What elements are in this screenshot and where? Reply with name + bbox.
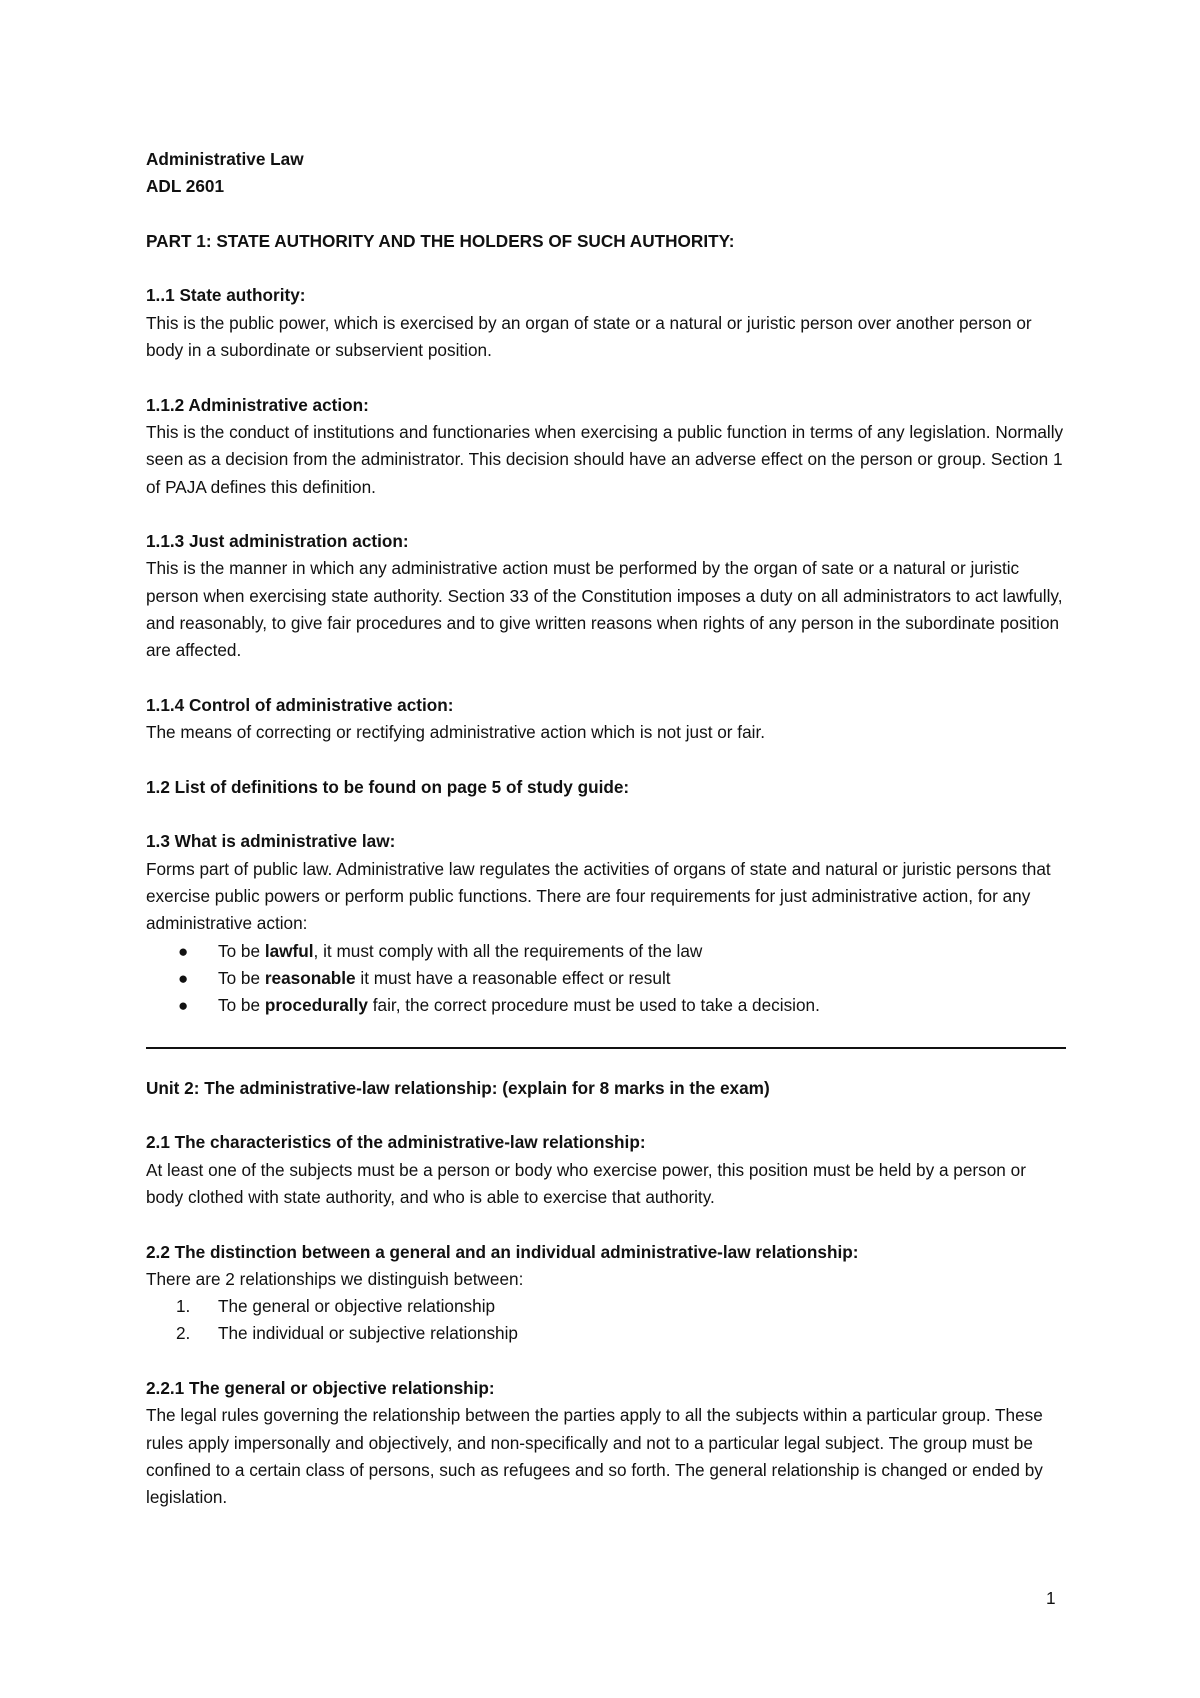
part-heading: PART 1: STATE AUTHORITY AND THE HOLDERS OF SUCH AUTHORITY: (146, 230, 735, 251)
section-2-2 (146, 1239, 1066, 1294)
bullet-text-bold: lawful (264, 940, 314, 961)
horizontal-rule (146, 1047, 1066, 1049)
section-body: Forms part of public law. Administrative law regulates the activities of organs of state and natural or juristic persons that exercise public powers or perform public functions. There are four requirements for just administrative action, for any administrative action: (146, 858, 1051, 934)
course-code: ADL 2601 (146, 176, 225, 197)
list-item-text: The individual or subjective relationship (218, 1323, 518, 1344)
section-heading: 1.2 List of definitions to be found on page 5 of study guide: (146, 776, 630, 797)
list-number: 2. (176, 1323, 191, 1344)
section-1-3 (146, 828, 1066, 937)
bullet-text-bold: procedurally (264, 995, 368, 1016)
section-2-2-1 (146, 1375, 1066, 1511)
list-number: 1. (176, 1296, 191, 1317)
section-heading: 1.3 What is administrative law: (146, 831, 396, 852)
section-heading: 2.2.1 The general or objective relationship: (146, 1378, 495, 1399)
unit-2-heading: Unit 2: The administrative-law relationship: (explain for 8 marks in the exam) (146, 1077, 770, 1098)
section-body: There are 2 relationships we distinguish between: (146, 1268, 524, 1289)
section-1-1-4 (146, 692, 1066, 747)
list-item-text: The general or objective relationship (218, 1296, 496, 1317)
bullet-text-post: fair, the correct procedure must be used to take a decision. (368, 995, 820, 1016)
section-heading: 1..1 State authority: (146, 285, 306, 306)
section-1-2 (146, 774, 1066, 801)
bullet-icon: ● (178, 968, 189, 988)
section-2-1 (146, 1129, 1066, 1211)
section-heading: 1.1.3 Just administration action: (146, 531, 409, 552)
bullet-text-bold: reasonable (264, 967, 356, 988)
section-heading: 2.2 The distinction between a general and an individual administrative-law relationship: (146, 1241, 859, 1262)
bullet-text-post: , it must comply with all the requirements of the law (313, 940, 703, 961)
section-1-1-3 (146, 528, 1066, 664)
list-item (146, 1293, 1066, 1320)
section-body: This is the conduct of institutions and functionaries when exercising a public function in terms of any legislation. Normally seen as a decision from the administrator. This decision should have an adverse effect on the person or group. Section 1 of PAJA defines this definition. (146, 421, 1064, 497)
list-item (146, 992, 1066, 1019)
list-item (146, 938, 1066, 965)
list-item (146, 1320, 1066, 1347)
section-body: At least one of the subjects must be a person or body who exercise power, this position must be held by a person or body clothed with state authority, and who is able to exercise that authority. (146, 1159, 1026, 1207)
section-heading: 1.1.4 Control of administrative action: (146, 694, 454, 715)
title-block (146, 146, 1066, 201)
section-heading: 1.1.2 Administrative action: (146, 394, 369, 415)
bullet-text-pre: To be (218, 967, 265, 988)
section-heading: 2.1 The characteristics of the administrative-law relationship: (146, 1132, 646, 1153)
bullet-text-post: it must have a reasonable effect or result (355, 967, 671, 988)
section-body: The means of correcting or rectifying administrative action which is not just or fair. (146, 722, 766, 743)
bullet-icon: ● (178, 996, 189, 1016)
bullet-icon: ● (178, 941, 189, 961)
list-item (146, 965, 1066, 992)
section-1-1-1 (146, 282, 1066, 364)
page-content (146, 146, 1066, 1539)
bullet-text-pre: To be (218, 940, 265, 961)
section-body: This is the public power, which is exercised by an organ of state or a natural or juristic person over another person or body in a subordinate or subservient position. (146, 312, 1032, 361)
bullet-text-pre: To be (218, 995, 265, 1016)
relationships-list (146, 1293, 1066, 1348)
requirements-list (146, 938, 1066, 1020)
document-title: Administrative Law (146, 149, 304, 169)
section-1-1-2 (146, 392, 1066, 501)
section-body: This is the manner in which any administrative action must be performed by the organ of sate or a natural or juristic person when exercising state authority. Section 33 of the Constitution imposes a duty on all administrators to act lawfully, and reasonably, to give fair procedures and to give written reasons when rights of any person in the subordinate position are affected. (146, 558, 1063, 661)
page-number: 1 (1046, 1588, 1056, 1608)
section-body: The legal rules governing the relationship between the parties apply to all the subjects within a particular group. These rules apply impersonally and objectively, and non-specifically and not to a particular legal subject. The group must be confined to a certain class of persons, such as refugees and so forth. The general relationship is changed or ended by legislation. (146, 1405, 1043, 1508)
